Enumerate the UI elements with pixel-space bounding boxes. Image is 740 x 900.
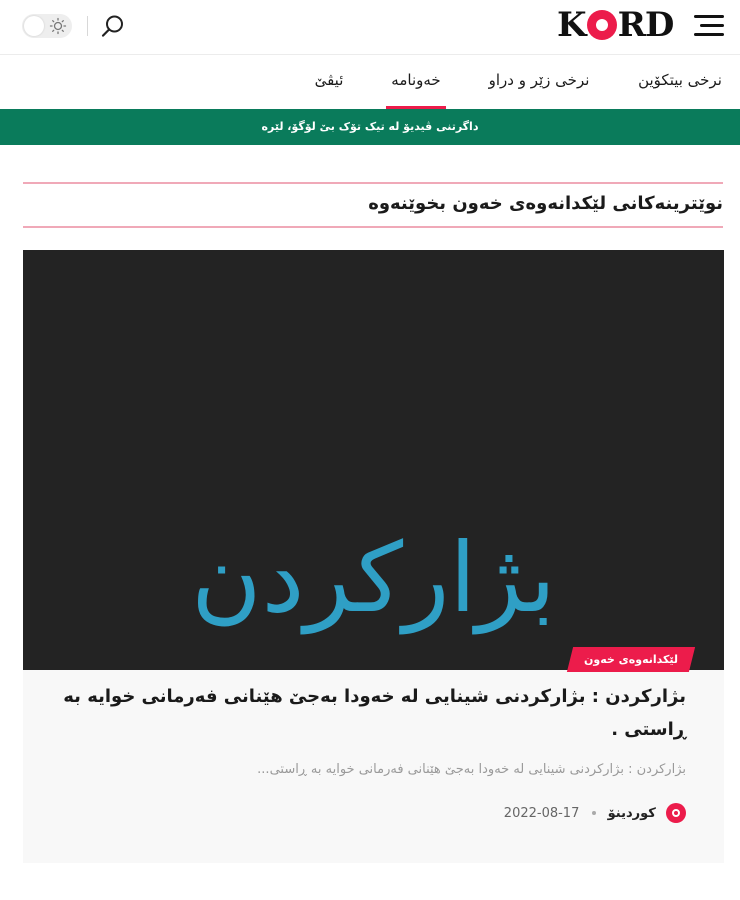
article-title[interactable]: بژارکردن : بژارکردنی شینایی لە خەودا بەجێ هێنانی فەرمانی خوایە بە ڕاستی . (63, 686, 686, 740)
author-name[interactable]: کوردینۆ (607, 805, 656, 821)
thumbnail-word: بژارکردن (191, 522, 556, 634)
article-excerpt: بژارکردن : بژارکردنی شینایی لە خەودا بەجێ هێنانی فەرمانی خوایە بە ڕاستی... (257, 762, 686, 777)
theme-toggle[interactable] (22, 14, 72, 38)
section-title: نوێترینەکانی لێکدانەوەی خەون بخوێنەوە (368, 193, 723, 214)
meta-separator (592, 811, 596, 815)
site-logo[interactable]: K RD (557, 5, 674, 45)
article-thumbnail[interactable] (23, 250, 724, 670)
category-badge[interactable] (567, 647, 695, 672)
toggle-knob (24, 16, 44, 36)
logo-ring (587, 10, 617, 40)
main-nav (0, 55, 740, 109)
sun-icon (49, 17, 67, 35)
article-date: 2022-08-17 (503, 805, 580, 821)
promo-banner[interactable]: داگرتنی ڤیدیۆ لە تیک تۆک بێ لۆگۆ، لێرە (0, 109, 740, 145)
section-header (23, 182, 723, 228)
article-meta (504, 803, 686, 825)
search-icon[interactable] (100, 13, 126, 39)
nav-item-gold-currency-price[interactable]: نرخی زێر و دراو (488, 71, 590, 89)
category-label: لێکدانەوەی خەون (583, 653, 678, 666)
nav-item-dream-book[interactable]: خەونامە (386, 55, 446, 109)
header-divider (87, 16, 88, 36)
author-avatar-icon (666, 803, 686, 823)
nav-item-evy[interactable]: ئیڤێ (314, 71, 344, 89)
site-header (0, 0, 740, 55)
nav-item-bitcoin-price[interactable]: نرخی بیتکۆین (638, 71, 722, 89)
article-card[interactable] (23, 250, 724, 863)
hamburger-menu-icon[interactable] (690, 12, 724, 40)
